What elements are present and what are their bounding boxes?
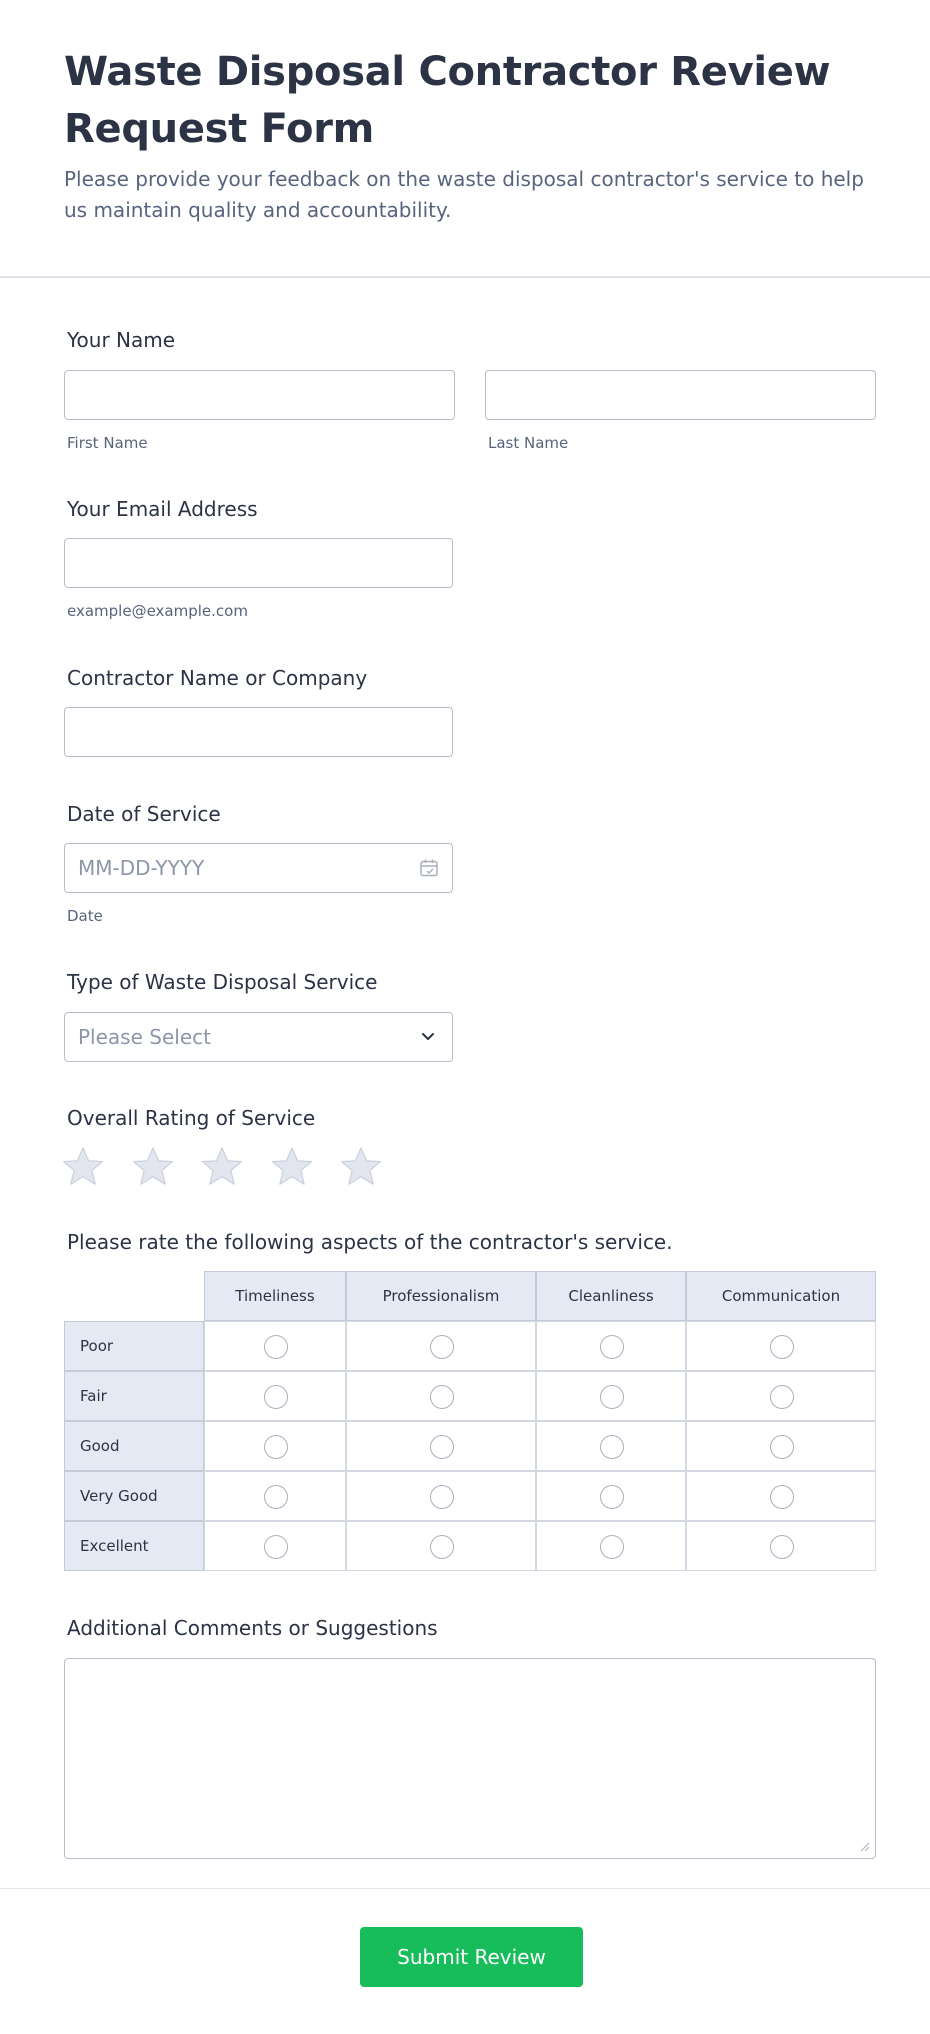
calendar-icon[interactable] xyxy=(419,858,439,878)
matrix-radio[interactable] xyxy=(600,1335,624,1359)
comments-label: Additional Comments or Suggestions xyxy=(67,1616,438,1640)
matrix-cell xyxy=(204,1421,346,1471)
rating-matrix xyxy=(64,1271,876,1571)
rating-label: Overall Rating of Service xyxy=(67,1106,316,1130)
matrix-radio[interactable] xyxy=(430,1485,454,1509)
matrix-radio[interactable] xyxy=(264,1335,288,1359)
matrix-cell xyxy=(204,1321,346,1371)
star-icon[interactable] xyxy=(62,1146,104,1188)
contractor-label: Contractor Name or Company xyxy=(67,666,368,690)
matrix-radio[interactable] xyxy=(770,1385,794,1409)
matrix-row-label: Excellent xyxy=(64,1521,204,1571)
email-sublabel: example@example.com xyxy=(67,602,248,620)
matrix-radio[interactable] xyxy=(770,1535,794,1559)
matrix-cell xyxy=(346,1421,536,1471)
service-type-selected: Please Select xyxy=(78,1025,211,1049)
matrix-row-label: Good xyxy=(64,1421,204,1471)
matrix-cell xyxy=(346,1371,536,1421)
first-name-input[interactable] xyxy=(64,370,455,420)
matrix-label: Please rate the following aspects of the contractor's service. xyxy=(67,1230,673,1254)
matrix-row-label: Poor xyxy=(64,1321,204,1371)
matrix-cell xyxy=(346,1471,536,1521)
matrix-radio[interactable] xyxy=(770,1435,794,1459)
matrix-column-header: Communication xyxy=(686,1271,876,1321)
matrix-radio[interactable] xyxy=(430,1385,454,1409)
matrix-radio[interactable] xyxy=(600,1385,624,1409)
matrix-row-label: Very Good xyxy=(64,1471,204,1521)
matrix-column-header: Professionalism xyxy=(346,1271,536,1321)
matrix-radio[interactable] xyxy=(264,1535,288,1559)
matrix-cell xyxy=(686,1421,876,1471)
matrix-cell xyxy=(346,1321,536,1371)
service-type-select[interactable] xyxy=(64,1012,453,1062)
matrix-cell xyxy=(536,1421,686,1471)
comments-textarea[interactable] xyxy=(64,1658,876,1859)
matrix-cell xyxy=(346,1521,536,1571)
matrix-cell xyxy=(536,1321,686,1371)
matrix-cell xyxy=(686,1371,876,1421)
star-icon[interactable] xyxy=(271,1146,313,1188)
contractor-input[interactable] xyxy=(64,707,453,757)
star-icon[interactable] xyxy=(132,1146,174,1188)
matrix-radio[interactable] xyxy=(600,1535,624,1559)
matrix-cell xyxy=(686,1471,876,1521)
matrix-cell xyxy=(204,1521,346,1571)
matrix-cell xyxy=(686,1521,876,1571)
matrix-cell xyxy=(204,1371,346,1421)
star-icon[interactable] xyxy=(340,1146,382,1188)
date-input[interactable] xyxy=(65,844,395,891)
footer-divider xyxy=(0,1888,930,1889)
last-name-sublabel: Last Name xyxy=(488,434,569,452)
matrix-radio[interactable] xyxy=(600,1485,624,1509)
chevron-down-icon xyxy=(420,1030,436,1044)
form-header xyxy=(0,0,930,278)
matrix-radio[interactable] xyxy=(430,1335,454,1359)
first-name-sublabel: First Name xyxy=(67,434,148,452)
form-subtitle: Please provide your feedback on the waste disposal contractor's service to help us maintain quality and accountability. xyxy=(64,167,864,222)
date-sublabel: Date xyxy=(67,907,103,925)
matrix-radio[interactable] xyxy=(770,1485,794,1509)
matrix-cell xyxy=(204,1471,346,1521)
matrix-radio[interactable] xyxy=(770,1335,794,1359)
matrix-column-header: Cleanliness xyxy=(536,1271,686,1321)
email-label: Your Email Address xyxy=(67,497,258,521)
matrix-radio[interactable] xyxy=(430,1535,454,1559)
submit-button[interactable]: Submit Review xyxy=(360,1927,583,1987)
date-label: Date of Service xyxy=(67,802,221,826)
resize-handle-icon[interactable] xyxy=(860,1842,870,1852)
date-field[interactable] xyxy=(64,843,453,893)
service-type-label: Type of Waste Disposal Service xyxy=(67,970,378,994)
matrix-cell xyxy=(536,1521,686,1571)
matrix-column-header: Timeliness xyxy=(204,1271,346,1321)
matrix-radio[interactable] xyxy=(430,1435,454,1459)
email-input[interactable] xyxy=(64,538,453,588)
matrix-radio[interactable] xyxy=(264,1485,288,1509)
name-label: Your Name xyxy=(67,328,176,352)
matrix-cell xyxy=(536,1471,686,1521)
matrix-cell xyxy=(686,1321,876,1371)
last-name-input[interactable] xyxy=(485,370,876,420)
form-title: Waste Disposal Contractor Review Request Form xyxy=(64,49,831,152)
matrix-row-label: Fair xyxy=(64,1371,204,1421)
matrix-radio[interactable] xyxy=(264,1435,288,1459)
star-icon[interactable] xyxy=(201,1146,243,1188)
matrix-radio[interactable] xyxy=(600,1435,624,1459)
matrix-radio[interactable] xyxy=(264,1385,288,1409)
matrix-cell xyxy=(536,1371,686,1421)
